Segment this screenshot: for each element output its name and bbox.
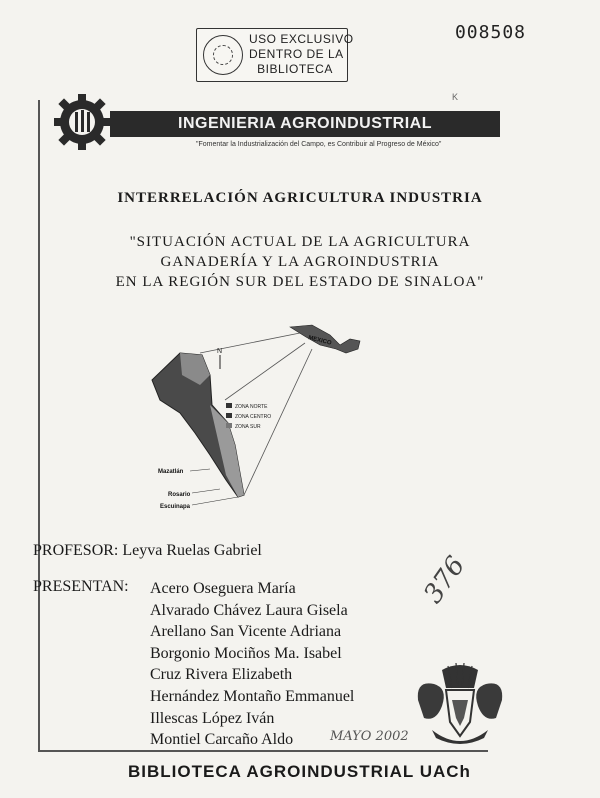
library-stamp [196,28,354,82]
place-escuinapa: Escuinapa [160,504,191,510]
north-arrow-label: N [217,348,223,355]
place-rosario: Rosario [168,492,191,498]
presenter-name: Borgonio Mociños Ma. Isabel [150,644,342,662]
presenter-name: Alvarado Chávez Laura Gisela [150,601,348,619]
stamp-line-3: BIBLIOTECA [257,62,333,76]
professor-line [33,542,262,560]
footer-library-mark: BIBLIOTECA AGROINDUSTRIAL UACh [128,762,471,781]
document-heading: INTERRELACIÓN AGRICULTURA INDUSTRIA [117,190,483,206]
stamp-line-1: USO EXCLUSIVO [249,32,354,46]
university-emblem-icon [412,660,508,752]
handwritten-number: 376 [418,551,472,609]
stamp-line-2: DENTRO DE LA [249,47,344,61]
presenter-name: Illescas López Iván [150,709,275,727]
program-banner: INGENIERIA AGROINDUSTRIAL [110,111,500,137]
presenter-name: Hernández Montaño Emmanuel [150,687,355,705]
place-mazatlan: Mazatlán [158,469,184,475]
mexico-label: MEXICO [307,335,332,347]
presenter-name: Montiel Carcaño Aldo [150,731,294,749]
subtitle-line-3: EN LA REGIÓN SUR DEL ESTADO DE SINALOA" [115,274,485,290]
presenter-name: Arellano San Vicente Adriana [150,623,342,641]
presenters-list [150,578,354,751]
professor-label: PROFESOR: [33,542,119,559]
document-subtitle [0,232,600,292]
margin-mark: K [452,92,459,102]
gear-logo-icon [50,92,114,152]
legend-zona-sur: ZONA SUR [235,424,261,430]
professor-name: Leyva Ruelas Gabriel [122,542,262,559]
subtitle-line-2: GANADERÍA Y LA AGROINDUSTRIA [160,254,440,270]
handwritten-date: MAYO 2002 [330,729,409,744]
presenter-name: Acero Oseguera María [150,580,296,597]
legend-zona-centro: ZONA CENTRO [235,414,272,420]
stamp-seal-icon [203,35,243,75]
program-slogan: "Fomentar la Industrialización del Campo, es Contribuir al Progreso de México" [196,141,442,148]
document-number: 008508 [454,22,526,43]
presenter-name: Cruz Rivera Elizabeth [150,666,293,684]
presenters-label: PRESENTAN: [33,578,129,595]
sinaloa-map [140,305,400,520]
subtitle-line-1: "SITUACIÓN ACTUAL DE LA AGRICULTURA [129,234,471,250]
legend-zona-norte: ZONA NORTE [235,404,268,410]
